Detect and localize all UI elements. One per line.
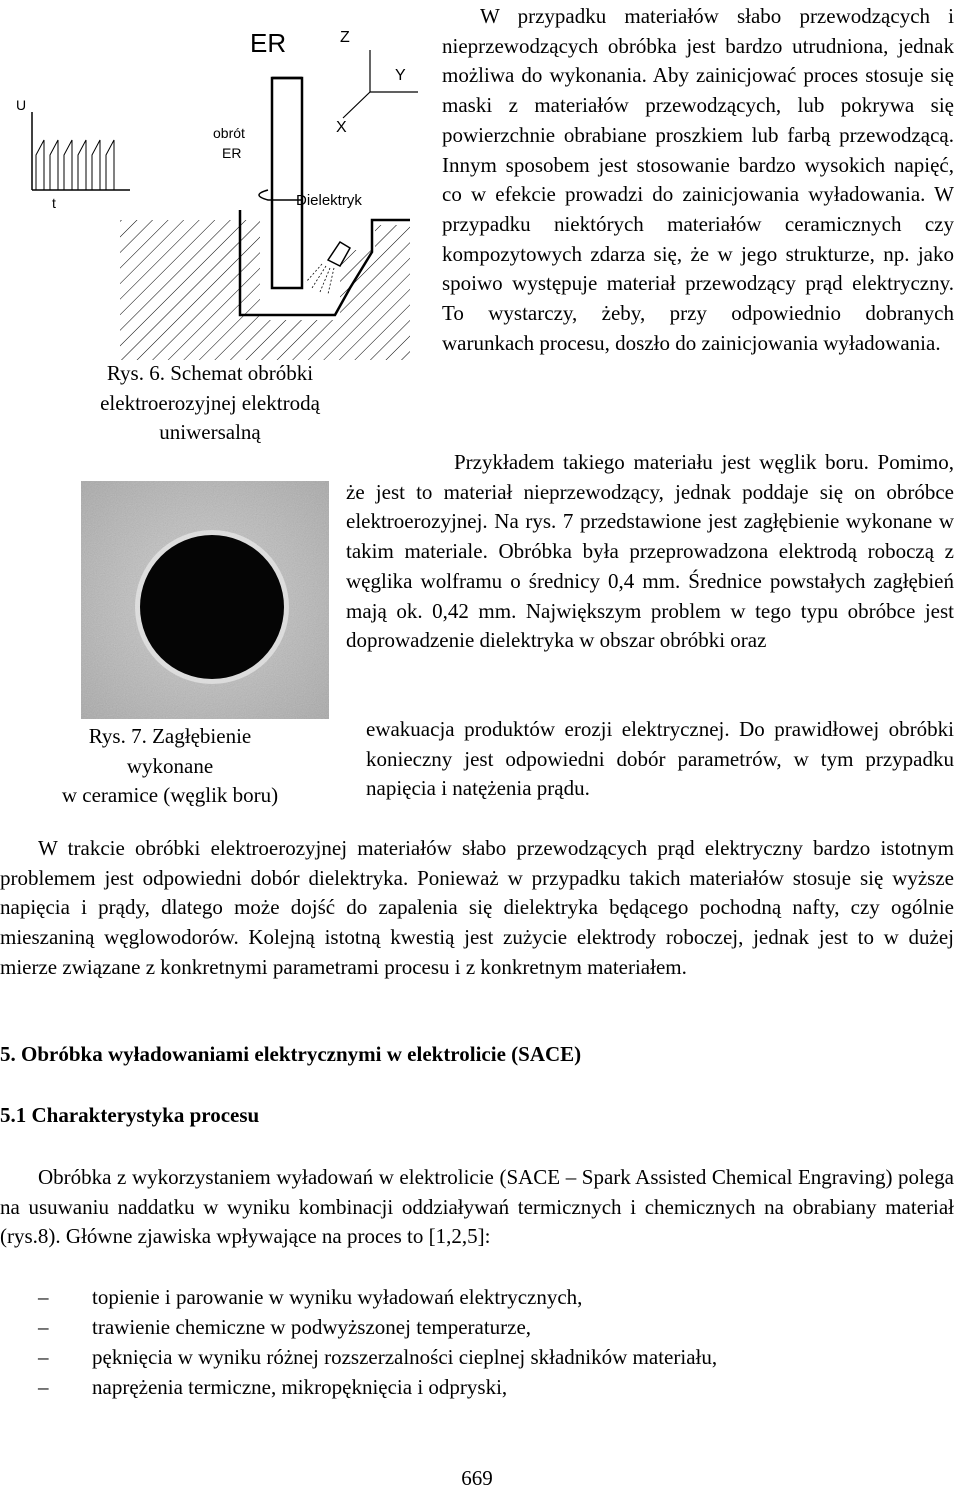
fig6-label-dielektryk: Dielektryk bbox=[296, 192, 362, 209]
workpiece-hatch bbox=[120, 220, 410, 360]
caption-line: w ceramice (węglik boru) bbox=[61, 783, 279, 808]
list-dash: – bbox=[38, 1345, 49, 1369]
section-heading: 5. Obróbka wyładowaniami elektrycznymi w elektrolicie (SACE) bbox=[0, 1042, 582, 1066]
fig6-label-t: t bbox=[52, 195, 56, 211]
hole bbox=[140, 535, 284, 679]
paragraph-text: ewakuacja produktów erozji elektrycznej. Do prawidłowej obróbki konieczny jest odpowiedni dobór parametrów, w tym przypadku napięcia i natężenia prądu. bbox=[366, 717, 954, 801]
list-item bbox=[0, 1313, 954, 1343]
caption-line: Rys. 7. Zagłębienie bbox=[88, 724, 252, 748]
list-item-text: naprężenia termiczne, mikropęknięcia i odpryski, bbox=[92, 1375, 508, 1399]
fig6-label-obrot: obrót bbox=[213, 125, 245, 141]
paragraph-2 bbox=[346, 448, 954, 656]
subsection-heading: 5.1 Charakterystyka procesu bbox=[0, 1103, 260, 1127]
fig6-label-x: X bbox=[336, 119, 347, 136]
paragraph-5 bbox=[0, 1163, 954, 1252]
list-item bbox=[0, 1283, 954, 1313]
figure-7-caption bbox=[0, 722, 340, 811]
list-dash: – bbox=[38, 1315, 49, 1339]
list-dash: – bbox=[38, 1375, 49, 1399]
list-item bbox=[0, 1373, 954, 1403]
phenomena-list bbox=[0, 1283, 954, 1403]
list-item-text: topienie i parowanie w wyniku wyładowań elektrycznych, bbox=[92, 1285, 583, 1309]
paragraph-4 bbox=[0, 834, 954, 983]
list-item bbox=[0, 1343, 954, 1373]
page-number: 669 bbox=[461, 1466, 493, 1490]
paragraph-text: Przykładem takiego materiału jest węglik boru. Pomimo, że jest to materiał nieprzewodzący, jednak poddaje się on obróbce elektroerozyjnej. Na rys. 7 przedstawione jest zagłębienie wykonane w takim materiale. Obróbka była przeprowadzona elektrodą roboczą z węglika wolframu o średnicy 0,4 mm. Średnice powstałych zagłębień mają ok. 0,42 mm. Największym problem w tego typu obróbce jest doprowadzenie dielektryka w obszar obróbki oraz bbox=[346, 450, 954, 653]
caption-line: elektroerozyjnej elektrodą bbox=[100, 390, 320, 415]
paragraph-text: W trakcie obróbki elektroerozyjnej materiałów słabo przewodzących prąd elektryczny bardzo istotnym problemem jest odpowiedni dobór dielektryka. Ponieważ w przypadku takich materiałów stosuje się wyższe napięcia i prądy, dlatego może dojść do zapalenia się dielektryka będącego pochodną nafty, czy ogólnie mieszaniną węglowodorów. Kolejną istotną kwestią jest zużycie elektrody roboczej, jednak jest to w dużej mierze związane z konkretnymi parametrami procesu i z konkretnym materiałem. bbox=[0, 836, 954, 979]
fig6-label-obrot-er: ER bbox=[222, 145, 242, 161]
paragraph-text: Obróbka z wykorzystaniem wyładowań w elektrolicie (SACE – Spark Assisted Chemical Engraving) polega na usuwaniu naddatku w wyniku kombinacji oddziaływań termicznych i chemicznych na obrabiany materiał (rys.8). Główne zjawiska wpływające na proces to [1,2,5]: bbox=[0, 1165, 954, 1249]
paragraph-text: W przypadku materiałów słabo przewodzących i nieprzewodzących obróbka jest bardzo utrudniona, jednak możliwa do wykonania. Aby zainicjować proces stosuje się maski z materiałów przewodzących, lub pokrywa się powierzchnie obrabiane proszkiem lub farbą przewodzącą. Innym sposobem jest stosowanie bardzo wysokich napięć, co w efekcie prowadzi do zainicjowania wyładowania. W przypadku niektórych materiałów ceramicznych czy kompozytowych zdarza się, że w jego strukturze, np. jako spoiwo występuje materiał przewodzący prąd elektryczny. To wystarczy, żeby, przy odpowiednio dobranych warunkach procesu, doszło do zainicjowania wyładowania. bbox=[442, 4, 954, 355]
caption-line: wykonane bbox=[126, 753, 214, 778]
paragraph-1 bbox=[442, 2, 954, 358]
caption-line: uniwersalną bbox=[159, 420, 261, 445]
electrode bbox=[272, 78, 302, 288]
list-item-text: trawienie chemiczne w podwyższonej temperaturze, bbox=[92, 1315, 532, 1339]
paragraph-3 bbox=[366, 715, 954, 804]
list-item-text: pęknięcia w wyniku różnej rozszerzalności cieplnej składników materiału, bbox=[92, 1345, 718, 1369]
list-dash: – bbox=[38, 1285, 49, 1309]
pulse-waveform bbox=[36, 140, 114, 190]
fig6-label-u: U bbox=[16, 97, 27, 113]
figure-6-schematic bbox=[10, 20, 430, 360]
caption-line: Rys. 6. Schemat obróbki bbox=[106, 361, 314, 385]
fig6-label-y: Y bbox=[395, 67, 406, 84]
fig6-label-er: ER bbox=[250, 28, 287, 58]
figure-6-caption bbox=[0, 359, 420, 448]
fig6-label-z: Z bbox=[340, 29, 350, 46]
figure-7-micrograph bbox=[81, 481, 329, 719]
